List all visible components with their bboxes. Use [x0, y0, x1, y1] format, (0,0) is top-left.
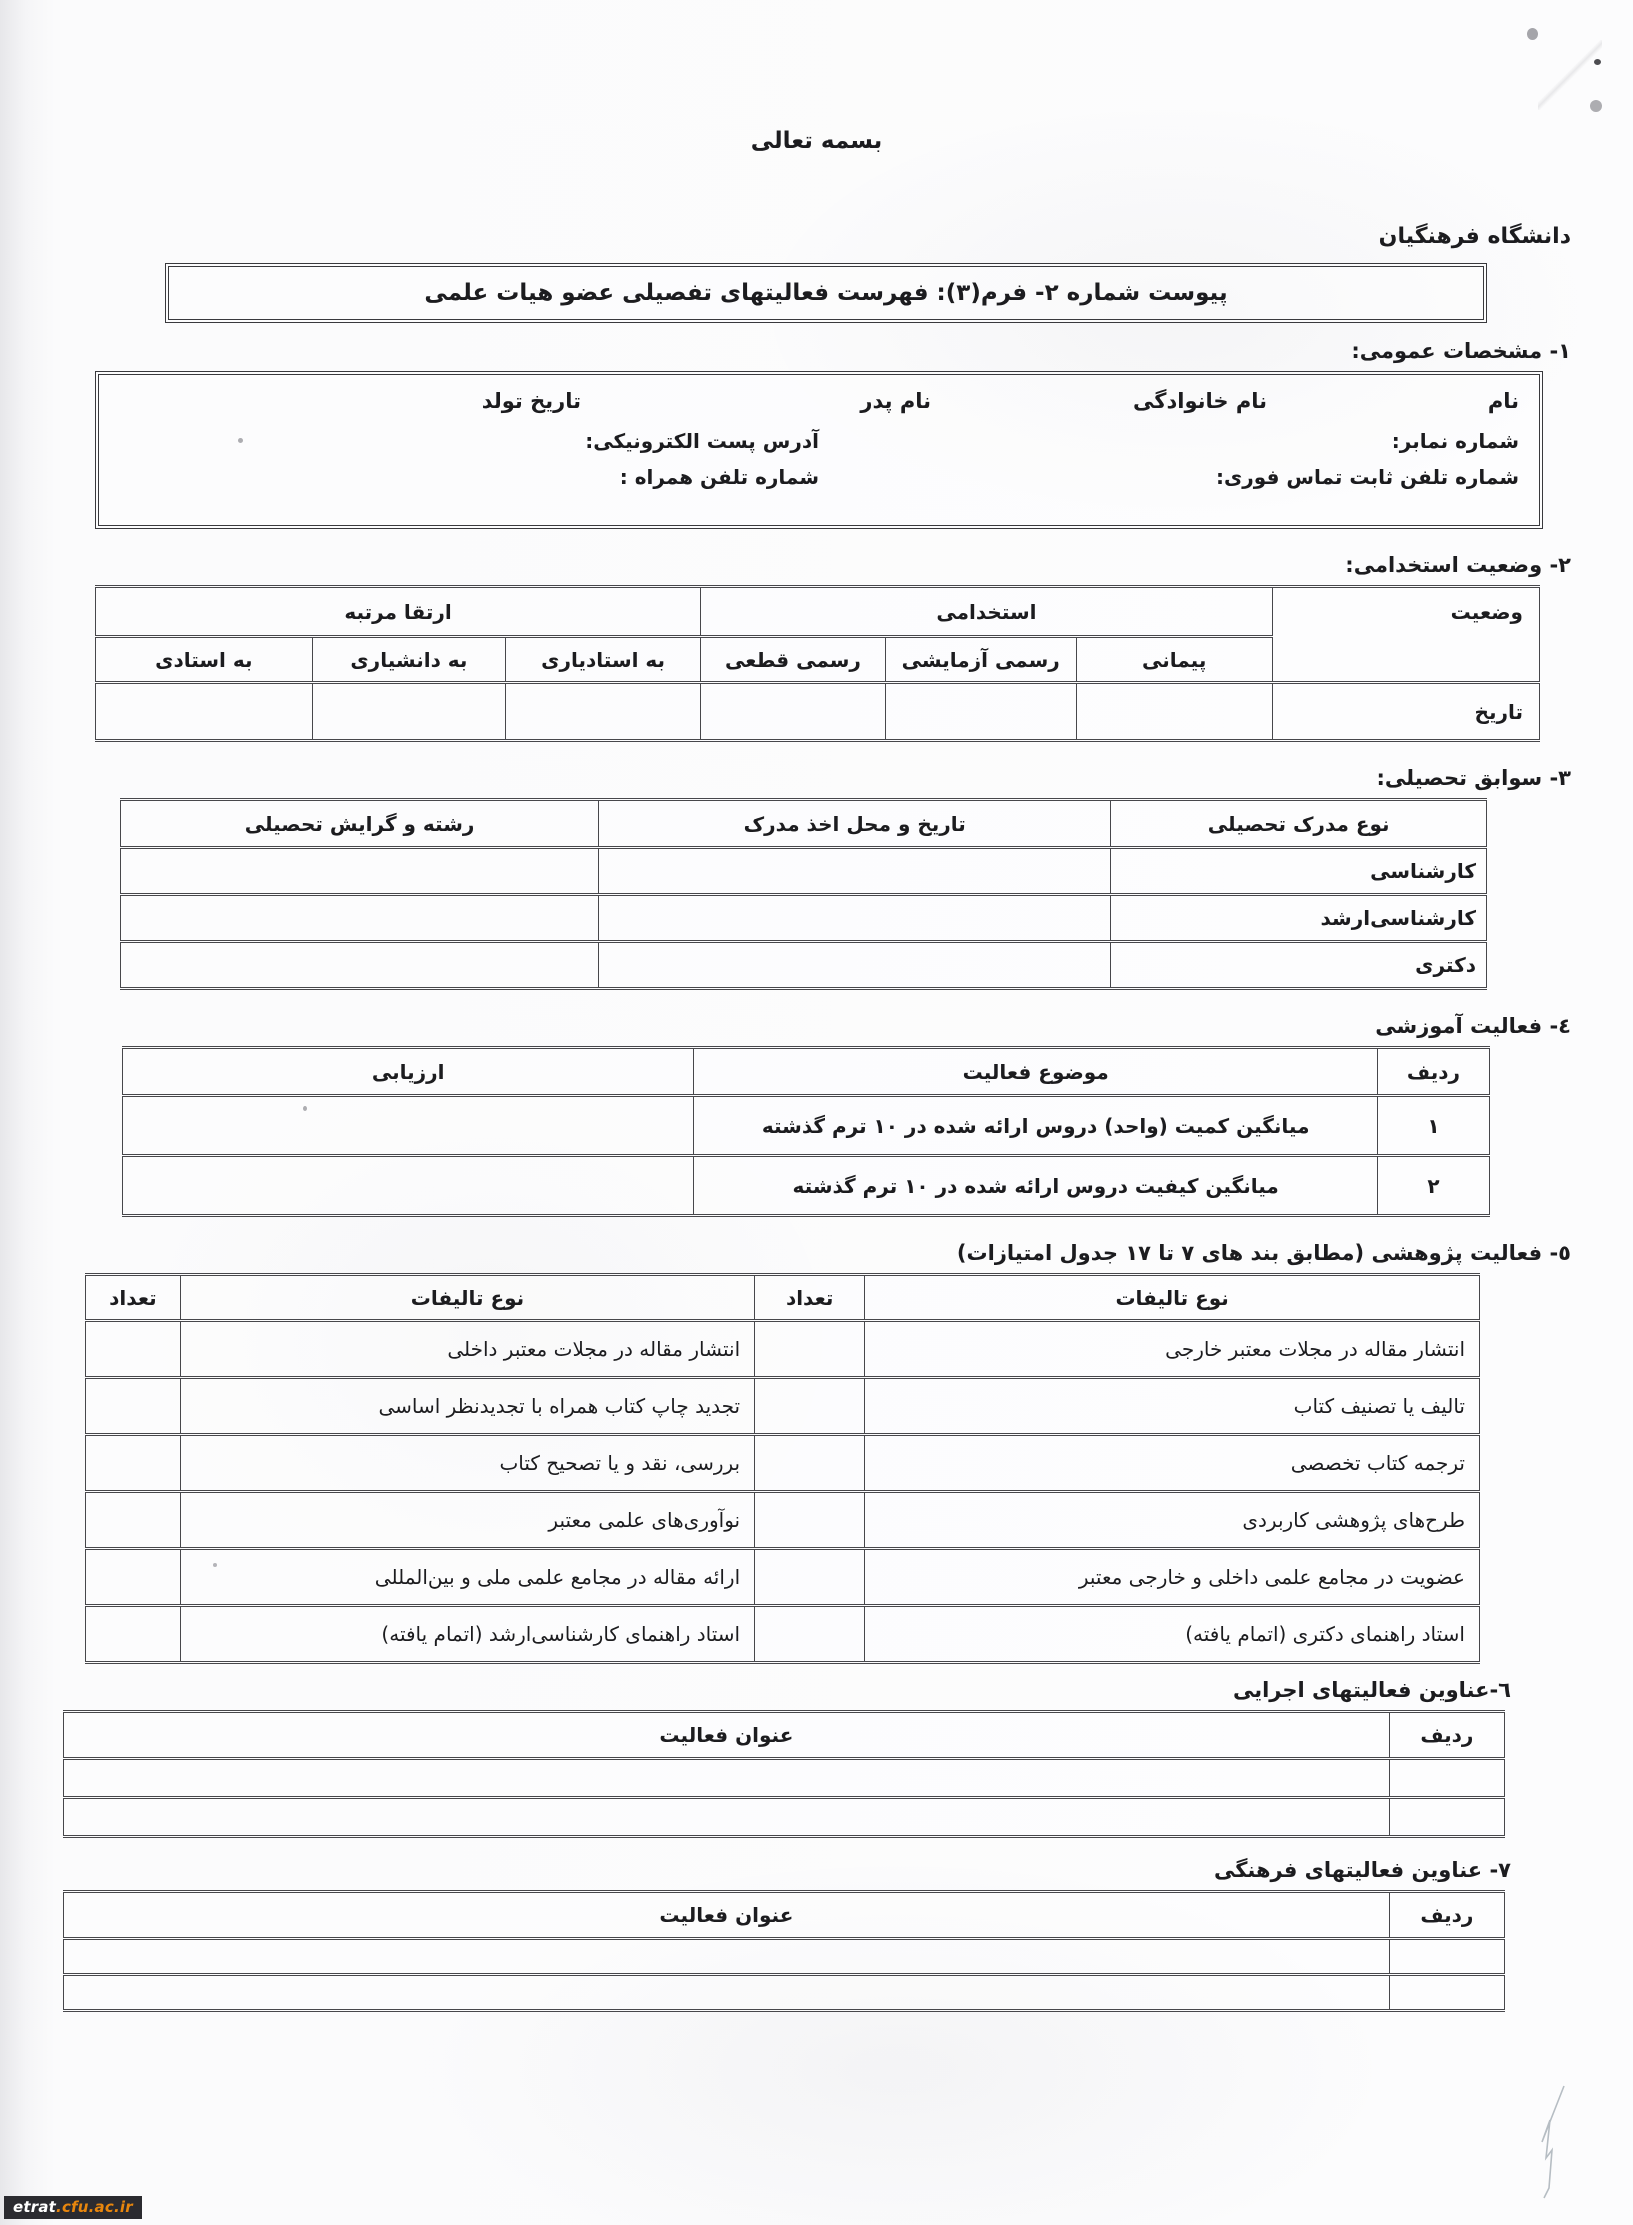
empty-cell	[599, 848, 1111, 895]
empty-cell	[64, 1939, 1390, 1975]
col-activity-title: عنوان فعالیت	[64, 1712, 1390, 1759]
form-title: پیوست شماره ۲- فرم(۳): فهرست فعالیتهای تفصیلی عضو هیات علمی	[424, 280, 1228, 306]
col-activity-subject: موضوع فعالیت	[694, 1048, 1378, 1096]
table-row	[64, 1798, 1505, 1837]
empty-cell	[86, 1606, 181, 1663]
publication-type: عضویت در مجامع علمی داخلی و خارجی معتبر	[865, 1549, 1480, 1606]
empty-cell	[506, 683, 701, 741]
section6-heading: ٦-عناوین فعالیتهای اجرایی	[1232, 1678, 1511, 1702]
table-row	[121, 895, 1487, 942]
col-official-permanent: رسمی قطعی	[701, 637, 886, 683]
general-info-row3	[119, 465, 1519, 489]
publication-type: ارائه مقاله در مجامع علمی ملی و بین‌المللی	[180, 1549, 754, 1606]
section2-heading: ۲- وضعیت استخدامی:	[1345, 553, 1571, 577]
field-birth-date: تاریخ تولد	[481, 389, 581, 413]
empty-cell	[64, 1798, 1390, 1837]
empty-cell	[64, 1975, 1390, 2011]
university-name: دانشگاه فرهنگیان	[1378, 224, 1571, 249]
col-row-number: ردیف	[1389, 1892, 1504, 1939]
bismillah-text: بسمه تعالی	[750, 128, 883, 154]
empty-cell	[86, 1378, 181, 1435]
publication-type: تالیف یا تصنیف کتاب	[865, 1378, 1480, 1435]
table-row	[121, 942, 1487, 989]
scan-smudge	[1538, 40, 1602, 110]
col-publication-type-right: نوع تالیفات	[865, 1275, 1480, 1321]
general-info-box	[95, 371, 1543, 529]
teaching-activity-table	[122, 1046, 1490, 1217]
scan-speck	[1527, 28, 1538, 40]
empty-cell	[599, 942, 1111, 989]
empty-cell	[86, 1435, 181, 1492]
empty-cell	[599, 895, 1111, 942]
education-history-table	[120, 798, 1487, 990]
empty-cell	[64, 1759, 1390, 1798]
empty-cell	[86, 1321, 181, 1378]
empty-cell	[701, 683, 886, 741]
row-number: ۱	[1377, 1096, 1489, 1156]
publication-type: استاد راهنمای دکتری (اتمام یافته)	[865, 1606, 1480, 1663]
table-row	[123, 1096, 1490, 1156]
promotion-group-header: ارتقا مرتبه	[96, 587, 701, 637]
scan-speck	[213, 1563, 217, 1567]
table-row	[64, 1759, 1505, 1798]
empty-cell	[96, 683, 313, 741]
empty-cell	[755, 1549, 865, 1606]
watermark-badge	[4, 2196, 142, 2219]
col-row-number: ردیف	[1389, 1712, 1504, 1759]
row-master: کارشناسی‌ارشد	[1111, 895, 1487, 942]
col-row-number: ردیف	[1377, 1048, 1489, 1096]
col-activity-title: عنوان فعالیت	[64, 1892, 1390, 1939]
field-email-address: آدرس پست الکترونیکی:	[585, 429, 819, 453]
section7-heading: ۷- عناوین فعالیتهای فرهنگی	[1213, 1858, 1511, 1882]
table-row	[121, 848, 1487, 895]
form-title-box	[165, 263, 1487, 323]
pen-mark	[1516, 2080, 1586, 2200]
general-info-row1	[119, 389, 1519, 413]
empty-cell	[123, 1156, 694, 1216]
field-fax-number: شماره نمابر:	[1391, 429, 1519, 453]
table-row	[86, 1492, 1480, 1549]
col-count-right: تعداد	[755, 1275, 865, 1321]
publication-type: بررسی، نقد و یا تصحیح کتاب	[180, 1435, 754, 1492]
empty-cell	[1389, 1759, 1504, 1798]
empty-cell	[1389, 1939, 1504, 1975]
publication-type: طرح‌های پژوهشی کاربردی	[865, 1492, 1480, 1549]
table-row	[86, 1435, 1480, 1492]
table-row	[64, 1939, 1505, 1975]
date-row	[96, 683, 1540, 741]
table-row	[123, 1156, 1490, 1216]
empty-cell	[1389, 1798, 1504, 1837]
publication-type: ترجمه کتاب تخصصی	[865, 1435, 1480, 1492]
empty-cell	[121, 942, 599, 989]
empty-cell	[86, 1549, 181, 1606]
col-count-left: تعداد	[86, 1275, 181, 1321]
field-landline-phone: شماره تلفن ثابت تماس فوری:	[1215, 465, 1519, 489]
empty-cell	[755, 1606, 865, 1663]
employment-group-header: استخدامی	[701, 587, 1273, 637]
empty-cell	[755, 1492, 865, 1549]
field-mobile-phone: شماره تلفن همراه :	[619, 465, 819, 489]
col-contractual: پیمانی	[1076, 637, 1272, 683]
row-phd: دکتری	[1111, 942, 1487, 989]
field-father-name: نام پدر	[860, 389, 931, 413]
col-field-of-study: رشته و گرایش تحصیلی	[121, 800, 599, 848]
scan-speck	[303, 1106, 307, 1111]
activity-subject: میانگین کمیت (واحد) دروس ارائه شده در ۱۰ ترم گذشته	[694, 1096, 1378, 1156]
field-first-name: نام	[1487, 389, 1519, 413]
table-row	[86, 1321, 1480, 1378]
empty-cell	[885, 683, 1076, 741]
scan-speck	[238, 438, 243, 443]
empty-cell	[755, 1378, 865, 1435]
employment-status-table	[95, 585, 1540, 742]
section3-heading: ۳- سوابق تحصیلی:	[1376, 766, 1571, 790]
empty-cell	[86, 1492, 181, 1549]
publication-type: انتشار مقاله در مجلات معتبر داخلی	[180, 1321, 754, 1378]
col-publication-type-left: نوع تالیفات	[180, 1275, 754, 1321]
activity-subject: میانگین کیفیت دروس ارائه شده در ۱۰ ترم گذشته	[694, 1156, 1378, 1216]
table-row	[64, 1975, 1505, 2011]
watermark-site-domain: .cfu.ac.ir	[56, 2198, 133, 2216]
watermark-site-name: etrat	[13, 2198, 57, 2216]
table-row	[86, 1378, 1480, 1435]
empty-cell	[1389, 1975, 1504, 2011]
col-official-probation: رسمی آزمایشی	[885, 637, 1076, 683]
section1-heading: ۱- مشخصات عمومی:	[1351, 339, 1571, 363]
status-label-cell: وضعیت	[1272, 587, 1539, 683]
row-bachelor: کارشناسی	[1111, 848, 1487, 895]
empty-cell	[121, 895, 599, 942]
table-row	[86, 1549, 1480, 1606]
col-degree-date-place: تاریخ و محل اخذ مدرک	[599, 800, 1111, 848]
publication-type: انتشار مقاله در مجلات معتبر خارجی	[865, 1321, 1480, 1378]
empty-cell	[312, 683, 505, 741]
research-activity-table	[85, 1273, 1480, 1664]
cultural-activities-table	[63, 1890, 1505, 2012]
row-number: ۲	[1377, 1156, 1489, 1216]
col-evaluation: ارزیابی	[123, 1048, 694, 1096]
empty-cell	[755, 1321, 865, 1378]
date-label-cell: تاریخ	[1272, 683, 1539, 741]
section4-heading: ٤- فعالیت آموزشی	[1375, 1014, 1571, 1038]
general-info-row2	[119, 429, 1519, 453]
col-to-assistant-prof: به استادیاری	[506, 637, 701, 683]
col-to-full-prof: به استادی	[96, 637, 313, 683]
section5-heading: ٥- فعالیت پژوهشی (مطابق بند های ۷ تا ۱۷ جدول امتیازات)	[956, 1241, 1571, 1265]
col-to-associate-prof: به دانشیاری	[312, 637, 505, 683]
publication-type: نوآوری‌های علمی معتبر	[180, 1492, 754, 1549]
empty-cell	[123, 1096, 694, 1156]
publication-type: تجدید چاپ کتاب همراه با تجدیدنظر اساسی	[180, 1378, 754, 1435]
publication-type: استاد راهنمای کارشناسی‌ارشد (اتمام یافته)	[180, 1606, 754, 1663]
field-last-name: نام خانوادگی	[1133, 389, 1267, 413]
empty-cell	[1076, 683, 1272, 741]
table-row	[86, 1606, 1480, 1663]
executive-activities-table	[63, 1710, 1505, 1838]
empty-cell	[755, 1435, 865, 1492]
col-degree-type: نوع مدرک تحصیلی	[1111, 800, 1487, 848]
empty-cell	[121, 848, 599, 895]
